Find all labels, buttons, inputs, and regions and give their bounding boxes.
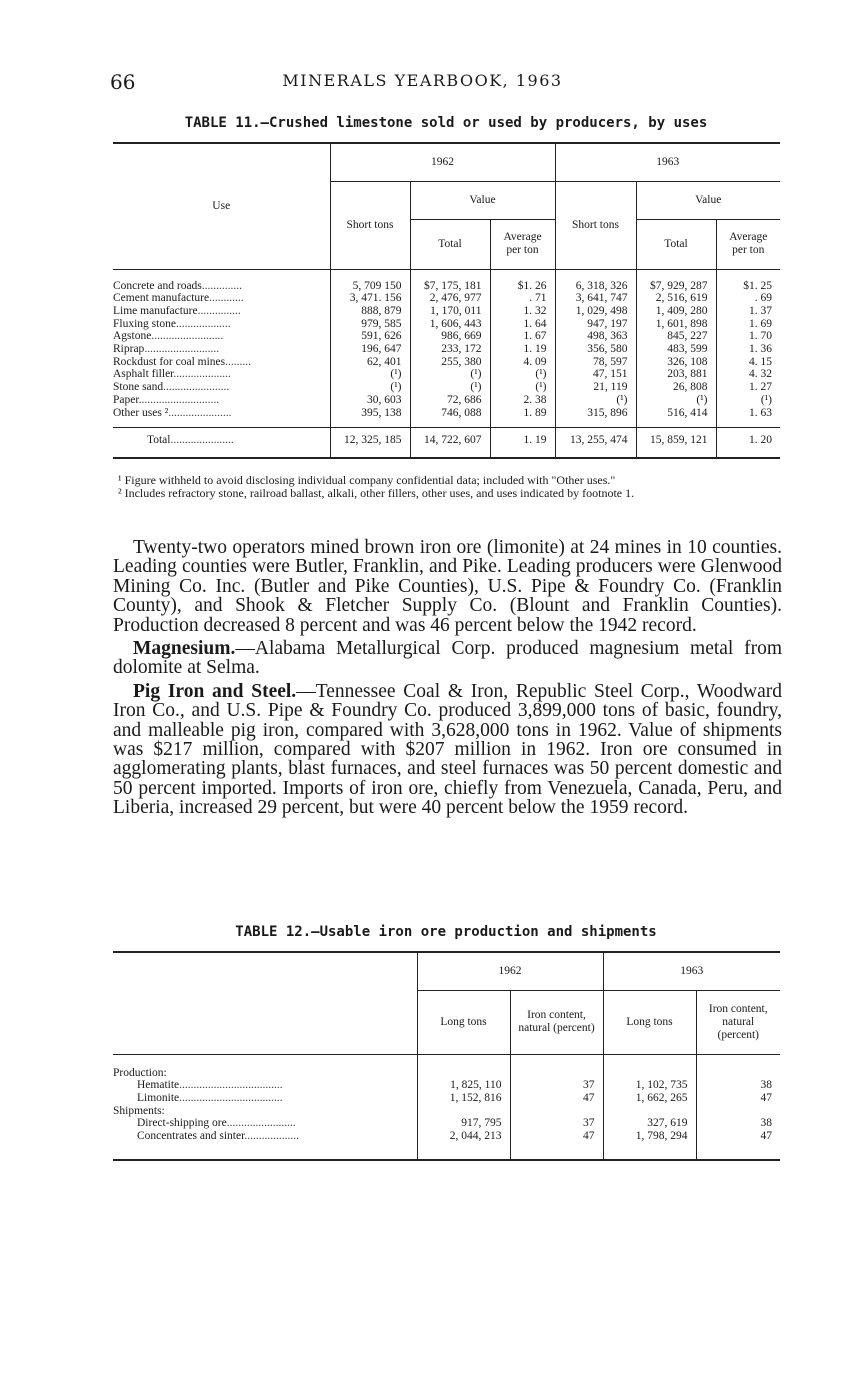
table-row	[113, 356, 780, 369]
col-header-blank	[113, 952, 417, 1054]
cell-ic63: 47	[760, 1091, 772, 1104]
row-leader: ...................	[244, 1130, 299, 1143]
row-label	[113, 428, 330, 458]
row-label-text: Hematite	[137, 1079, 180, 1092]
cell-v63: 2, 516, 619	[636, 292, 716, 305]
table-row	[113, 1092, 780, 1105]
group-row	[113, 1105, 780, 1118]
cell-a63: 1. 27	[749, 381, 772, 394]
row-label	[113, 318, 330, 331]
row-leader: .......................	[163, 381, 230, 394]
row-label	[113, 269, 330, 292]
row-leader: ......................	[170, 434, 234, 447]
table11-body	[113, 269, 780, 458]
cell-empty	[510, 1054, 603, 1079]
row-leader: ....................................	[179, 1091, 283, 1104]
cell-a63: . 69	[754, 292, 772, 305]
cell-a62: 1. 67	[490, 330, 555, 343]
cell-t62: 30, 603	[330, 394, 410, 407]
row-label	[113, 1092, 417, 1105]
cell-v63: $7, 929, 287	[636, 269, 716, 292]
cell-t62: (¹)	[330, 381, 410, 394]
table11-caption: TABLE 11.—Crushed limestone sold or used by producers, by uses	[184, 115, 708, 131]
cell-t63: 21, 119	[555, 381, 636, 394]
row-label	[113, 292, 330, 305]
cell-t63: 947, 197	[555, 318, 636, 331]
cell-lt62: 1, 825, 110	[417, 1079, 510, 1092]
row-label	[113, 1117, 417, 1130]
cell-a62: 1. 19	[490, 343, 555, 356]
table-row-total	[113, 428, 780, 458]
row-label	[113, 368, 330, 381]
group-label: Shipments:	[113, 1105, 417, 1118]
cell-v62: 746, 088	[410, 407, 490, 428]
cell-a63: 1. 63	[749, 406, 772, 419]
cell-v62: 2, 476, 977	[410, 292, 490, 305]
total-t62: 12, 325, 185	[330, 428, 410, 458]
cell-a63: (¹)	[760, 393, 772, 406]
table-row	[113, 1079, 780, 1092]
table11	[113, 142, 780, 459]
cell-t62: 395, 138	[330, 407, 410, 428]
group-row	[113, 1054, 780, 1079]
row-label-text: Other uses ²	[113, 406, 169, 419]
table-row	[113, 1117, 780, 1130]
cell-a62: 1. 89	[490, 407, 555, 428]
footnote-1: ¹ Figure withheld to avoid disclosing individual company confidential data; included with "Other uses."	[118, 473, 616, 487]
cell-v62: (¹)	[410, 381, 490, 394]
cell-t63: 1, 029, 498	[555, 305, 636, 318]
cell-t63: 6, 318, 326	[555, 269, 636, 292]
cell-t63: (¹)	[555, 394, 636, 407]
row-label	[113, 1079, 417, 1092]
row-leader: ..........................	[144, 343, 220, 356]
heading-magnesium: Magnesium.	[133, 638, 236, 660]
col-header-value-1963: Value	[636, 181, 780, 219]
cell-t63: 498, 363	[555, 330, 636, 343]
cell-v63: 203, 881	[636, 368, 716, 381]
cell-a62: (¹)	[490, 368, 555, 381]
col-header-year-1962: 1962	[417, 952, 603, 990]
cell-empty	[696, 1105, 780, 1118]
cell-lt63: 1, 662, 265	[603, 1092, 696, 1105]
row-label-text: Asphalt filler	[113, 368, 174, 381]
cell-a63: 1. 37	[749, 304, 772, 317]
row-leader: .........................	[151, 330, 224, 343]
row-label	[113, 407, 330, 428]
row-leader: ............	[209, 292, 244, 305]
cell-ic63: 38	[760, 1117, 772, 1130]
row-leader: ......................	[168, 406, 232, 419]
row-label-text: Concrete and roads	[113, 279, 202, 292]
col-header-use: Use	[113, 143, 330, 269]
col-header-value-1962: Value	[410, 181, 555, 219]
row-label	[113, 381, 330, 394]
row-leader: ........................	[226, 1117, 296, 1130]
row-leader: ..............	[201, 279, 243, 292]
cell-a62: . 71	[490, 292, 555, 305]
row-label	[113, 1130, 417, 1160]
row-label-text: Concentrates and sinter	[137, 1130, 245, 1143]
table12	[113, 951, 780, 1161]
table-row	[113, 394, 780, 407]
cell-t62: (¹)	[330, 368, 410, 381]
cell-a62: (¹)	[490, 381, 555, 394]
cell-a63: 1. 70	[749, 330, 772, 343]
table-row	[113, 318, 780, 331]
cell-v63: (¹)	[636, 394, 716, 407]
col-header-avg-1963: Average per ton	[716, 219, 780, 269]
cell-v63: 483, 599	[636, 343, 716, 356]
cell-ic62: 37	[510, 1117, 603, 1130]
cell-t62: 888, 879	[330, 305, 410, 318]
cell-ic62: 47	[510, 1130, 603, 1160]
cell-t63: 315, 896	[555, 407, 636, 428]
cell-lt62: 2, 044, 213	[417, 1130, 510, 1160]
row-leader: ............................	[138, 393, 220, 406]
cell-v63: 1, 601, 898	[636, 318, 716, 331]
row-label	[113, 305, 330, 318]
cell-a62: 1. 64	[490, 318, 555, 331]
col-header-total-1963: Total	[636, 219, 716, 269]
cell-v62: 986, 669	[410, 330, 490, 343]
cell-a62: $1. 26	[490, 269, 555, 292]
table-row	[113, 381, 780, 394]
cell-empty	[510, 1105, 603, 1118]
cell-ic63: 47	[760, 1130, 772, 1143]
cell-t62: 196, 647	[330, 343, 410, 356]
cell-a62: 2. 38	[490, 394, 555, 407]
running-title: MINERALS YEARBOOK, 1963	[282, 71, 563, 90]
cell-v62: 255, 380	[410, 356, 490, 369]
row-leader: .........	[225, 355, 251, 368]
cell-v62: 233, 172	[410, 343, 490, 356]
cell-t63: 356, 580	[555, 343, 636, 356]
group-label: Production:	[113, 1054, 417, 1079]
row-label-text: Cement manufacture	[113, 292, 210, 305]
table-row	[113, 368, 780, 381]
row-leader: ...................	[175, 317, 231, 330]
row-leader: ....................	[173, 368, 231, 381]
cell-ic62: 37	[510, 1079, 603, 1092]
table11-footnotes	[110, 474, 782, 500]
row-label-text: Limonite	[137, 1091, 180, 1104]
cell-a63: 1. 36	[749, 343, 772, 356]
col-header-year-1962: 1962	[330, 143, 555, 181]
col-header-short-tons-1963: Short tons	[555, 181, 636, 269]
cell-v63: 516, 414	[636, 407, 716, 428]
row-label-text: Agstone	[113, 330, 152, 343]
total-v62: 14, 722, 607	[410, 428, 490, 458]
cell-lt63: 327, 619	[603, 1117, 696, 1130]
cell-t63: 3, 641, 747	[555, 292, 636, 305]
col-header-year-1963: 1963	[603, 952, 780, 990]
row-label-text: Lime manufacture	[113, 304, 198, 317]
table-row	[113, 1130, 780, 1160]
row-label	[113, 356, 330, 369]
col-header-year-1963: 1963	[555, 143, 780, 181]
row-label	[113, 343, 330, 356]
cell-t62: 591, 626	[330, 330, 410, 343]
col-header-iron-content-1963: Iron content, natural (percent)	[696, 990, 780, 1054]
page-number: 66	[110, 70, 136, 94]
cell-t62: 62, 401	[330, 356, 410, 369]
col-header-short-tons-1962: Short tons	[330, 181, 410, 269]
col-header-iron-content-1962: Iron content, natural (percent)	[510, 990, 603, 1054]
row-label-text: Riprap	[113, 343, 145, 356]
cell-t62: 979, 585	[330, 318, 410, 331]
row-label-text: Direct-shipping ore	[137, 1117, 227, 1130]
body-text	[113, 538, 782, 822]
cell-v63: 1, 409, 280	[636, 305, 716, 318]
footnote-2: ² Includes refractory stone, railroad ballast, alkali, other fillers, other uses, and uses indicated by footnote 1.	[118, 486, 635, 500]
paragraph-limonite: Twenty-two operators mined brown iron ore (limonite) at 24 mines in 10 counties. Leading counties were Butler, Franklin, and Pike. Leading producers were Glenwood Mining Co. Inc. (Butler and Pike Counties), U.S. Pipe & Foundry Co. (Franklin County), and Shook & Fletcher Supply Co. (Blount and Franklin Counties). Production decreased 8 percent and was 46 percent below the 1942 record.	[113, 537, 782, 636]
row-label-text: Paper	[113, 393, 139, 406]
total-v63: 15, 859, 121	[636, 428, 716, 458]
row-label	[113, 394, 330, 407]
col-header-long-tons-1963: Long tons	[603, 990, 696, 1054]
cell-t63: 47, 151	[555, 368, 636, 381]
row-label-text: Fluxing stone	[113, 317, 176, 330]
cell-ic63: 38	[760, 1079, 772, 1092]
paragraph-magnesium: Magnesium.—Alabama Metallurgical Corp. produced magnesium metal from dolomite at Selma.	[113, 638, 782, 679]
row-label-text: Rockdust for coal mines	[113, 355, 226, 368]
row-leader: ....................................	[179, 1079, 283, 1092]
row-leader: ...............	[197, 304, 241, 317]
row-label-text: Stone sand	[113, 381, 164, 394]
cell-v62: (¹)	[410, 368, 490, 381]
cell-v62: 1, 170, 011	[410, 305, 490, 318]
row-label	[113, 330, 330, 343]
paragraph-pig-iron: Pig Iron and Steel.—Tennessee Coal & Iron, Republic Steel Corp., Woodward Iron Co., and U.S. Pipe & Foundry Co. produced 3,899,000 tons of basic, foundry, and malleable pig iron, compared with 3,628,000 tons in 1962. Value of shipments was $217 million, compared with $207 million in 1962. Iron ore consumed in agglomerating plants, blast furnaces, and steel furnaces was 50 percent domestic and 50 percent imported. Imports of iron ore, chiefly from Venezuela, Canada, Peru, and Liberia, increased 29 percent, but were 40 percent below the 1959 record.	[113, 680, 782, 819]
cell-lt63: 1, 798, 294	[603, 1130, 696, 1160]
cell-empty	[417, 1054, 510, 1079]
cell-v63: 26, 808	[636, 381, 716, 394]
cell-empty	[603, 1054, 696, 1079]
table-row	[113, 330, 780, 343]
cell-v62: 72, 686	[410, 394, 490, 407]
table12-body	[113, 1054, 780, 1160]
row-label-text: Total	[147, 434, 171, 447]
cell-t62: 3, 471. 156	[330, 292, 410, 305]
cell-a62: 1. 32	[490, 305, 555, 318]
cell-a63: 1. 69	[749, 317, 772, 330]
cell-t63: 78, 597	[555, 356, 636, 369]
table-row	[113, 407, 780, 428]
total-a62: 1. 19	[490, 428, 555, 458]
cell-lt63: 1, 102, 735	[603, 1079, 696, 1092]
cell-ic62: 47	[510, 1092, 603, 1105]
table12-caption: TABLE 12.—Usable iron ore production and shipments	[235, 924, 657, 940]
col-header-long-tons-1962: Long tons	[417, 990, 510, 1054]
cell-empty	[417, 1105, 510, 1118]
cell-lt62: 1, 152, 816	[417, 1092, 510, 1105]
cell-v63: 326, 108	[636, 356, 716, 369]
cell-v62: 1, 606, 443	[410, 318, 490, 331]
table-row	[113, 269, 780, 292]
col-header-avg-1962: Average per ton	[490, 219, 555, 269]
table-row	[113, 343, 780, 356]
cell-lt62: 917, 795	[417, 1117, 510, 1130]
total-a63: 1. 20	[716, 428, 780, 458]
cell-t62: 5, 709 150	[330, 269, 410, 292]
total-t63: 13, 255, 474	[555, 428, 636, 458]
cell-a62: 4. 09	[490, 356, 555, 369]
cell-a63: 4. 15	[749, 355, 772, 368]
cell-empty	[696, 1054, 780, 1079]
col-header-total-1962: Total	[410, 219, 490, 269]
cell-v62: $7, 175, 181	[410, 269, 490, 292]
cell-v63: 845, 227	[636, 330, 716, 343]
cell-a63: $1. 25	[743, 279, 772, 292]
table-row	[113, 292, 780, 305]
heading-pig-iron: Pig Iron and Steel.	[133, 680, 297, 702]
cell-empty	[603, 1105, 696, 1118]
cell-a63: 4. 32	[749, 368, 772, 381]
table-row	[113, 305, 780, 318]
